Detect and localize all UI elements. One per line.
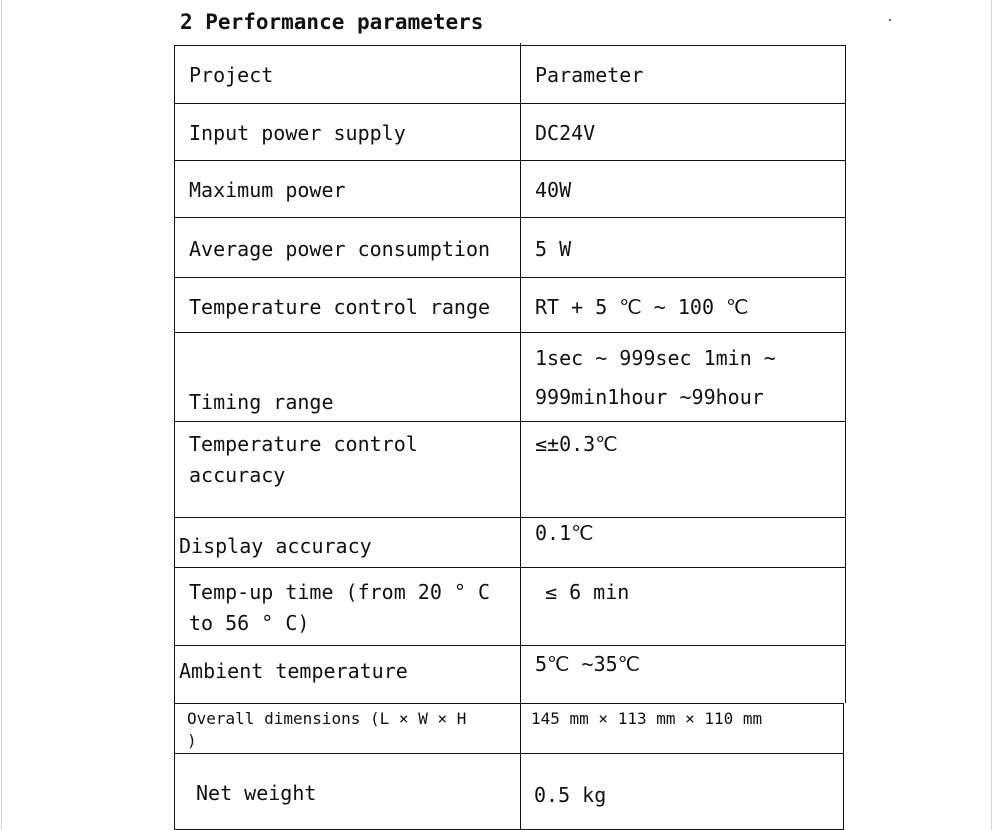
table-header-row (174, 45, 846, 103)
row-parameter: 40W (535, 178, 572, 202)
table-row (174, 645, 846, 703)
row-parameter: DC24V (535, 121, 596, 145)
table-row (174, 332, 846, 421)
stray-dot (889, 19, 891, 21)
row-parameter: 1sec ~ 999sec 1min ~ 999min1hour ~99hour (535, 346, 776, 409)
table-row (174, 160, 846, 217)
row-parameter: ≤ 6 min (545, 580, 630, 604)
section-title: 2 Performance parameters (180, 10, 484, 34)
row-project: Net weight (196, 781, 317, 805)
row-project: Temperature control accuracy (189, 432, 418, 487)
page-edge-right (991, 0, 992, 830)
row-parameter: 0.5 kg (534, 783, 607, 807)
row-parameter: 145 mm × 113 mm × 110 mm (531, 709, 763, 728)
row-parameter: 5℃ ~35℃ (535, 652, 641, 676)
page-edge-left (1, 0, 2, 830)
row-project: Maximum power (189, 178, 346, 202)
header-parameter: Parameter (535, 63, 644, 87)
row-project: Overall dimensions (L × W × H ) (187, 709, 467, 750)
row-parameter: 5 W (535, 237, 572, 261)
table-row (174, 217, 846, 277)
row-parameter: 0.1℃ (535, 521, 594, 545)
table-row (174, 517, 846, 567)
row-project: Temp-up time (from 20 ° C to 56 ° C) (189, 580, 491, 635)
row-project: Average power consumption (189, 237, 491, 261)
row-parameter: RT + 5 ℃ ~ 100 ℃ (535, 295, 749, 319)
table-row (174, 103, 846, 160)
table-row (174, 753, 844, 830)
header-project: Project (189, 63, 274, 87)
table-row (174, 703, 844, 753)
row-project: Input power supply (189, 121, 406, 145)
row-project: Timing range (189, 390, 334, 414)
row-project: Ambient temperature (179, 659, 408, 683)
row-project: Display accuracy (179, 534, 372, 558)
row-project: Temperature control range (189, 295, 491, 319)
table-row (174, 421, 846, 517)
table-row (174, 277, 846, 332)
row-parameter: ≤±0.3℃ (535, 432, 618, 456)
table-row (174, 567, 846, 645)
